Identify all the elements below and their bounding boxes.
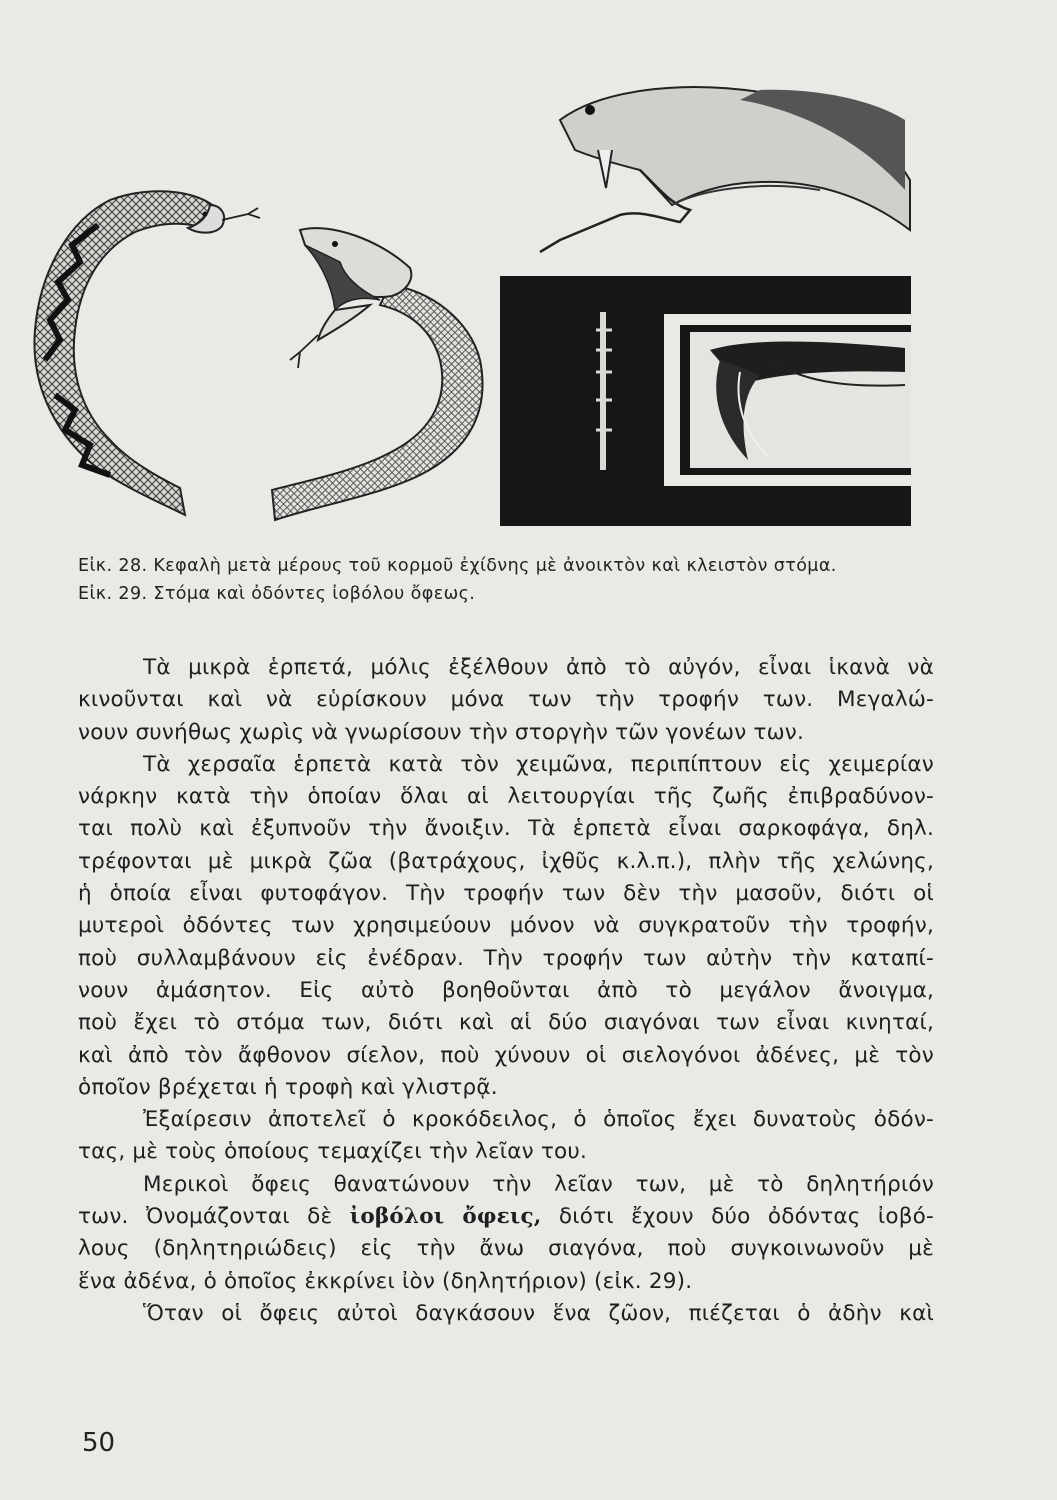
term-venomous-snakes: ἰοβόλοι ὄφεις, xyxy=(349,1204,542,1230)
text-segment: των. Ὀνομάζονται δὲ xyxy=(78,1204,333,1230)
text-line: ὁποῖον βρέχεται ἡ τροφὴ καὶ γλιστρᾷ. xyxy=(78,1074,498,1100)
text-line: ται πολὺ καὶ ἐξυπνοῦν τὴν ἄνοιξιν. Τὰ ἑρπετὰ εἶναι σαρκοφάγα, δηλ. xyxy=(78,816,934,842)
text-line: νάρκην κατὰ τὴν ὁποίαν ὅλαι αἱ λειτουργίαι τῆς ζωῆς ἐπιβραδύνον- xyxy=(78,784,934,810)
snake-illustrations xyxy=(0,0,1057,560)
text-line: μυτεροὶ ὀδόντες των χρησιμεύουν μόνον νὰ συγκρατοῦν τὴν τροφήν, xyxy=(78,913,934,939)
text-line: Ἐξαίρεσιν ἀποτελεῖ ὁ κροκόδειλος, ὁ ὁποῖος ἔχει δυνατοὺς ὀδόν- xyxy=(143,1107,934,1133)
figure-area xyxy=(0,0,1057,560)
text-line: Τὰ χερσαῖα ἑρπετὰ κατὰ τὸν χειμῶνα, περιπίπτουν εἰς χειμερίαν xyxy=(143,751,934,777)
viper-closed-mouth-icon xyxy=(34,191,260,515)
body-text xyxy=(78,652,934,1330)
text-line: τας, μὲ τοὺς ὁποίους τεμαχίζει τὴν λεῖαν του. xyxy=(78,1139,588,1165)
text-line: καὶ ἀπὸ τὸν ἄφθονον σίελον, ποὺ χύνουν οἱ σιελογόνοι ἀδένες, μὲ τὸν xyxy=(78,1042,934,1068)
text-segment: διότι ἔχουν δύο ὀδόντας ἰοβό- xyxy=(558,1204,934,1230)
text-line: κινοῦνται καὶ νὰ εὑρίσκουν μόνα των τὴν τροφήν των. Μεγαλώ- xyxy=(78,687,934,713)
text-line: Τὰ μικρὰ ἑρπετά, μόλις ἐξέλθουν ἀπὸ τὸ αὐγόν, εἶναι ἱκανὰ νὰ xyxy=(143,655,934,680)
text-line: ποὺ ἔχει τὸ στόμα των, διότι καὶ αἱ δύο σιαγόναι των εἶναι κινηταί, xyxy=(78,1010,934,1036)
text-line: Μερικοὶ ὄφεις θανατώνουν τὴν λεῖαν των, μὲ τὸ δηλητήριόν xyxy=(143,1171,934,1197)
viper-open-mouth-icon xyxy=(272,228,483,520)
text-line: λους (δηλητηριώδεις) εἰς τὴν ἄνω σιαγόνα, ποὺ συγκοινωνοῦν μὲ xyxy=(78,1236,934,1262)
figure-28-caption: Εἰκ. 28. Κεφαλὴ μετὰ μέρους τοῦ κορμοῦ ἐχίδνης μὲ ἀνοικτὸν καὶ κλειστὸν στόμα. xyxy=(78,556,837,576)
page-number: 50 xyxy=(82,1428,116,1458)
fang-diagram-icon xyxy=(500,276,911,526)
text-line: τρέφονται μὲ μικρὰ ζῶα (βατράχους, ἰχθῦς κ.λ.π.), πλὴν τῆς χελώνης, xyxy=(78,848,934,874)
text-line: νουν συνήθως χωρὶς νὰ γνωρίσουν τὴν στοργὴν τῶν γονέων των. xyxy=(78,719,805,745)
viper-head-fangs-icon xyxy=(540,87,910,252)
text-line: ἡ ὁποία εἶναι φυτοφάγον. Τὴν τροφήν των δὲν τὴν μασοῦν, διότι οἱ xyxy=(78,881,934,907)
text-line-with-term xyxy=(78,1201,934,1233)
text-line: ποὺ συλλαμβάνουν εἰς ἐνέδραν. Τὴν τροφήν των αὐτὴν τὴν καταπί- xyxy=(78,945,934,971)
text-line: ἕνα ἀδένα, ὁ ὁποῖος ἐκκρίνει ἰὸν (δηλητήριον) (εἰκ. 29). xyxy=(78,1268,693,1294)
text-line: Ὅταν οἱ ὄφεις αὐτοὶ δαγκάσουν ἕνα ζῶον, πιέζεται ὁ ἀδὴν καὶ xyxy=(143,1300,934,1326)
text-line: νουν ἀμάσητον. Εἰς αὐτὸ βοηθοῦνται ἀπὸ τὸ μεγάλον ἄνοιγμα, xyxy=(78,977,934,1003)
figure-29-caption: Εἰκ. 29. Στόμα καὶ ὀδόντες ἰοβόλου ὄφεως. xyxy=(78,584,476,604)
